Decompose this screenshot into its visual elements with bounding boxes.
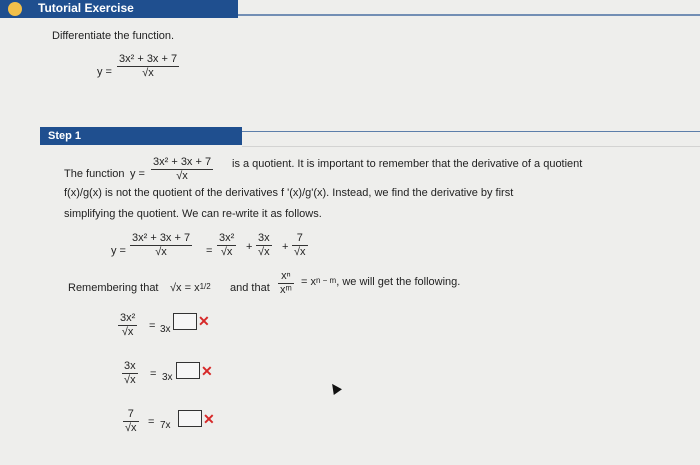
rewrite-plus-2: + — [282, 241, 289, 253]
intro-text-b: is a quotient. It is important to remember that the derivative of a quotient — [232, 158, 583, 170]
intro-denominator: √x — [176, 170, 188, 182]
result-row-3-denominator: √x — [125, 422, 137, 434]
remember-sqrt-text: √x = x — [170, 282, 200, 294]
result-row-2-denominator: √x — [124, 374, 136, 386]
remember-text-b: , we will get the following. — [336, 276, 461, 288]
intro-numerator: 3x² + 3x + 7 — [153, 156, 212, 168]
intro-y-label: y = — [130, 168, 145, 180]
simplify-text: simplifying the quotient. We can re-write it as follows. — [64, 208, 322, 220]
rewrite-f3-denominator: √x — [258, 246, 270, 258]
function-fraction — [117, 53, 179, 80]
result-row-1-coef: 3x — [160, 324, 171, 335]
rewrite-fraction-2 — [217, 232, 236, 259]
remember-fraction — [278, 270, 294, 297]
rewrite-fraction-3 — [256, 232, 272, 259]
remember-eq-text: = x — [301, 276, 316, 288]
step-label: Step 1 — [48, 130, 82, 142]
result-row-2-exponent-input[interactable] — [176, 362, 200, 379]
rewrite-y-label: y = — [111, 245, 126, 257]
step-divider — [242, 131, 700, 147]
remember-sqrt — [170, 282, 211, 294]
remember-numerator: xⁿ — [278, 270, 294, 284]
remember-power — [301, 276, 460, 288]
result-row-3-coef: 7x — [160, 420, 171, 431]
rewrite-f4-denominator: √x — [294, 246, 306, 258]
result-row-3-equals: = — [148, 416, 155, 428]
result-row-1-equals: = — [149, 320, 156, 332]
result-row-2-numerator: 3x — [124, 360, 136, 372]
result-row-3-exponent-input[interactable] — [178, 410, 202, 427]
rewrite-equals: = — [206, 245, 213, 257]
remember-and: and that — [230, 282, 270, 294]
result-row-1-denominator: √x — [121, 326, 134, 338]
result-row-2-coef: 3x — [162, 372, 173, 383]
rewrite-f3-numerator: 3x — [258, 232, 270, 244]
header-divider — [238, 14, 700, 16]
result-row-1-numerator: 3x² — [120, 312, 136, 324]
remember-denominator: xᵐ — [280, 284, 292, 296]
intro-text-a: The function — [64, 168, 125, 180]
mouse-pointer-icon — [328, 381, 342, 395]
incorrect-x-icon: ✕ — [198, 313, 210, 329]
derivative-note-text: f(x)/g(x) is not the quotient of the derivatives f '(x)/g'(x). Instead, we find the derivative by first — [64, 187, 514, 199]
rewrite-f2-numerator: 3x² — [219, 232, 235, 244]
result-row-3-fraction — [123, 408, 139, 435]
rewrite-f1-numerator: 3x² + 3x + 7 — [132, 232, 191, 244]
rewrite-f4-numerator: 7 — [292, 232, 308, 246]
remember-power-exponent: n − m — [315, 276, 337, 285]
incorrect-x-icon: ✕ — [201, 363, 213, 379]
tutorial-title: Tutorial Exercise — [38, 1, 134, 15]
instruction-text: Differentiate the function. — [52, 30, 175, 42]
remember-text-a: Remembering that — [68, 282, 159, 294]
result-row-3-numerator: 7 — [123, 408, 139, 422]
function-y-label: y = — [97, 66, 112, 78]
result-row-2-equals: = — [150, 368, 157, 380]
function-numerator: 3x² + 3x + 7 — [119, 53, 178, 65]
result-row-2-fraction — [122, 360, 138, 387]
result-row-1-exponent-input[interactable] — [173, 313, 197, 330]
rewrite-fraction-4 — [292, 232, 308, 259]
rewrite-f1-denominator: √x — [155, 246, 167, 258]
intro-fraction — [151, 156, 213, 183]
rewrite-f2-denominator: √x — [220, 246, 233, 258]
tutorial-circle-icon — [8, 2, 22, 16]
function-denominator: √x — [142, 67, 154, 79]
rewrite-plus-1: + — [246, 241, 253, 253]
incorrect-x-icon: ✕ — [203, 411, 215, 427]
result-row-1-fraction — [118, 312, 137, 339]
remember-sqrt-exponent: 1/2 — [199, 282, 211, 291]
rewrite-fraction-whole — [130, 232, 192, 259]
